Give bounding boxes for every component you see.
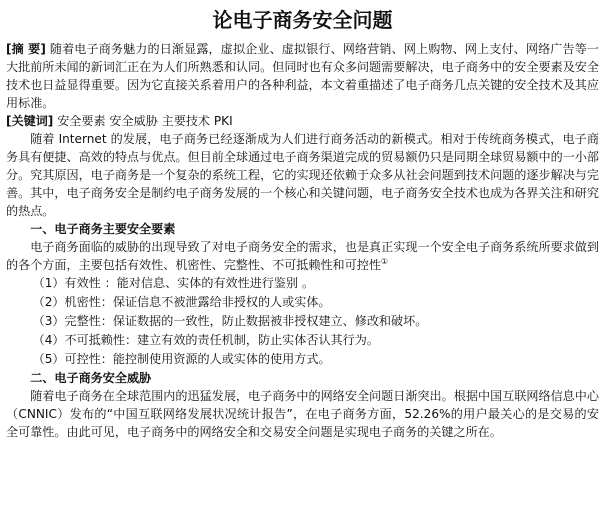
footnote-mark: ① (380, 256, 389, 266)
list-item-controllability: （5）可控性：能控制使用资源的人或实体的使用方式。 (32, 352, 331, 366)
section-1-paragraph (6, 238, 599, 274)
list-item-effectiveness: （1）有效性 ：能对信息、实体的有效性进行鉴别 。 (32, 276, 315, 290)
list-item-confidentiality: （2）机密性：保证信息不被泄露给非授权的人或实体。 (32, 295, 331, 309)
keywords-label: [关键词] (6, 114, 54, 128)
list-item-integrity: （3）完整性：保证数据的一致性，防止数据被非授权建立、修改和破坏。 (32, 314, 428, 328)
section-1-text: 电子商务面临的威胁的出现导致了对电子商务安全的需求，也是真正实现一个安全电子商务系统所要求做到的各个方面，主要包括有效性、机密性、完整性、不可抵赖性和可控性 (6, 240, 599, 272)
intro-paragraph: 随着 Internet 的发展，电子商务已经逐渐成为人们进行商务活动的新模式。相对于传统商务模式，电子商务具有便捷、高效的特点与优点。但目前全球通过电子商务渠道完成的贸易额仍只是同期全球贸易额中的一小部分。究其原因，电子商务是一个复杂的系统工程，它的实现还依赖于众多从社会问题到技术问题的逐步解决与完善。其中，电子商务安全是制约电子商务发展的一个核心和关键问题，电子商务安全技术也成为各界关注和研究的热点。 (6, 132, 599, 218)
abstract-text: 随着电子商务魅力的日渐显露，虚拟企业、虚拟银行、网络营销、网上购物、网上支付、网络广告等一大批前所未闻的新词汇正在为人们所熟悉和认同。但同时也有众多问题需要解决，电子商务中的安全要素及安全技术也日益显得重要。因为它直接关系着用户的各种利益，本文着重描述了电子商务几点关键的安全技术及其应用标准。 (6, 42, 599, 110)
list-item-non-repudiation: （4）不可抵赖性：建立有效的责任机制，防止实体否认其行为。 (32, 333, 379, 347)
section-2-paragraph: 随着电子商务在全球范围内的迅猛发展，电子商务中的网络安全问题日渐突出。根据中国互联网络信息中心（CNNIC）发布的“中国互联网络发展状况统计报告”，在电子商务方面，52.26%的用户最关心的是交易的安全可靠性。由此可见，电子商务中的网络安全和交易安全问题是实现电子商务的关键之所在。 (6, 389, 599, 439)
section-1-heading: 一、电子商务主要安全要素 (30, 222, 176, 236)
abstract-paragraph (6, 40, 599, 112)
keywords-text: 安全要素 安全威胁 主要技术 PKI (57, 114, 233, 128)
page-title: 论电子商务安全问题 (212, 8, 393, 32)
abstract-label: [摘 要] (6, 42, 46, 56)
section-2-heading: 二、电子商务安全威胁 (30, 371, 152, 385)
keywords-paragraph (6, 112, 599, 130)
